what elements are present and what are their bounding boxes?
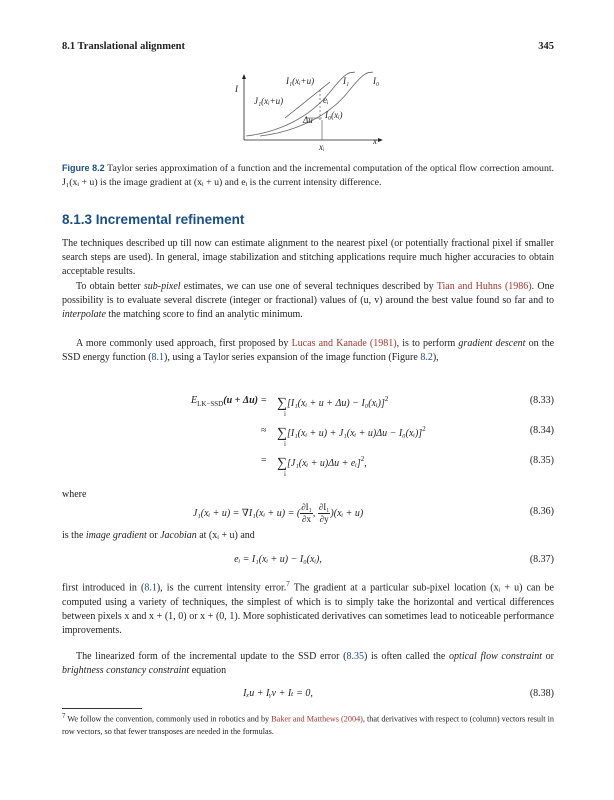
footnote-text-b: , that derivatives with respect to (column) vectors result in row vectors, so that fewer transposes are needed in the formulas.: [62, 714, 554, 736]
p3-emphasis-gradient-descent: gradient descent: [458, 338, 526, 349]
ref-figure-8-2[interactable]: 8.2: [420, 352, 433, 364]
p2-emphasis-subpixel: sub-pixel: [143, 281, 181, 292]
label-x: x: [373, 136, 377, 146]
ref-eq-8-35[interactable]: 8.35: [346, 651, 364, 662]
eq833-lhs: [191, 395, 258, 406]
eq833-E: E: [191, 395, 198, 406]
eq838-number: (8.38): [529, 688, 554, 699]
p4-text-a: first introduced in (: [62, 582, 145, 594]
label-xi: xᵢ: [319, 142, 325, 152]
eq833-sq: 2: [384, 395, 389, 403]
eq835-number: (8.35): [529, 455, 554, 466]
where-word: where: [62, 489, 87, 500]
after-eq836: [62, 529, 554, 543]
p3-text-b: , is to perform: [396, 338, 459, 349]
eq833-sub: LK−SSD: [197, 400, 224, 408]
eq837-number: (8.37): [529, 554, 554, 565]
eq836-d2-bot: ∂y: [319, 514, 329, 524]
eq836-d1-top: ∂I₁: [301, 502, 312, 512]
running-title: 8.1 Translational alignment: [62, 41, 186, 52]
p2-text-d: the matching score to find an analytic minimum.: [105, 309, 303, 321]
eq835-rhs: ∑[J₁(xᵢ + u)Δu + eᵢ]$^2$,: [277, 455, 367, 471]
eq836-lhs: J₁(xᵢ + u) = ∇I₁(xᵢ + u) = (: [192, 507, 301, 519]
label-delta-u: Δu: [303, 115, 313, 125]
label-i1: I₁: [343, 76, 350, 86]
footnote-text-a: We follow the convention, commonly used in robotics and by: [65, 714, 272, 724]
p2-text-a: To obtain better: [76, 281, 144, 292]
figure-label: Figure 8.2: [62, 163, 105, 173]
footnote-7: [62, 711, 554, 738]
p4-text-c: The gradient at a particular sub-pixel location (xᵢ + u) can be computed using a variety of techniques, the simplest of which is to simply take the horizontal and vertical differences between pixels x and x + (1, 0) or x + (0, 1). More sophisticated derivatives can sometimes lead to noticeable performance improvements.: [62, 582, 554, 636]
p3-text-e: ),: [432, 352, 439, 364]
eq836-d1-bot: ∂x: [302, 514, 311, 524]
eq834-number: (8.34): [529, 425, 554, 436]
x-axis-arrow: [378, 138, 383, 142]
eq835-body: [J₁(xᵢ + u)Δu + eᵢ]: [286, 458, 361, 469]
page-header: [62, 41, 554, 55]
citation-baker-matthews[interactable]: Baker and Matthews (2004): [271, 714, 363, 724]
section-number: 8.1.3: [62, 212, 93, 227]
after36-b: or: [146, 530, 161, 541]
label-ei: eᵢ: [323, 95, 329, 105]
p3-text-a: A more commonly used approach, first proposed by: [76, 338, 292, 349]
eq835-index: [62, 470, 554, 488]
paragraph-1: [62, 237, 554, 280]
section-title: Incremental refinement: [95, 212, 245, 227]
eq834-body: [I₁(xᵢ + u) + J₁(xᵢ + u)Δu − I₀(xᵢ)]: [286, 428, 423, 439]
p5-text-b: ) is often called the: [363, 651, 450, 662]
eq834-sum-index: i: [284, 440, 286, 448]
eq834-sq: 2: [422, 425, 426, 433]
eq833-body: [I₁(xᵢ + u + Δu) − I₀(xᵢ)]: [286, 398, 385, 409]
label-I: I: [235, 84, 238, 94]
p4-text-b: ), is the current intensity error.: [156, 582, 287, 594]
eq836-body: J₁(xᵢ + u) = ∇I₁(xᵢ + u) = ( $\frac{\text{∂I₁}}{\partial x}$ , $\frac{\text{∂I₁}}{\partial y}$ )(xᵢ + u): [192, 502, 364, 524]
eq838-body: Iₓu + Iᵧv + Iₜ = 0,: [243, 688, 313, 699]
p2-text-c: . One possibility is to evaluate several discrete (integer or fractional) values of (u, v) around the best value found so far and to: [62, 281, 555, 307]
p5-text-a: The linearized form of the incremental update to the SSD error (: [76, 651, 347, 662]
eq836-d2-top: ∂I₁: [318, 502, 330, 512]
p5-em-optical-flow: optical flow constraint: [449, 651, 542, 662]
after36-a: is the: [62, 530, 86, 541]
eq833-number: (8.33): [529, 395, 554, 406]
label-i0: I₀: [373, 76, 380, 86]
ref-eq-8-1-b[interactable]: 8.1: [144, 582, 157, 594]
footnote-mark: 7: [62, 713, 66, 720]
eq833-rhs: ∑[I₁(xᵢ + u + Δu) − I₀(xᵢ)]$^2$: [277, 395, 389, 411]
label-j1-xi-u: J₁(xᵢ+u): [254, 96, 284, 106]
y-axis-arrow: [242, 74, 246, 79]
p5-text-c: or: [541, 651, 555, 662]
p3-text-d: ), using a Taylor series expansion of the image function (Figure: [164, 352, 421, 364]
citation-lucas-kanade[interactable]: Lucas and Kanade (1981): [291, 338, 397, 349]
paragraph-3: [62, 337, 554, 365]
caption-text: Taylor series approximation of a function and the incremental computation of the optical flow correction amount. J₁(xᵢ + u) is the image gradient at (xᵢ + u) and eᵢ is the current intensity difference.: [62, 163, 555, 188]
p2-emphasis-interpolate: interpolate: [62, 309, 106, 321]
eq836-number: (8.36): [529, 506, 554, 517]
paragraph-5: [62, 650, 554, 678]
paragraph-2: [62, 280, 554, 323]
eq837-body: eᵢ = I₁(xᵢ + u) − I₀(xᵢ),: [234, 554, 322, 565]
after36-c: at (xᵢ + u) and: [196, 530, 255, 541]
label-i1-xi-u: I₁(xᵢ+u): [286, 76, 315, 86]
equation-8-38: [62, 688, 554, 706]
eq834-rel: ≈: [261, 425, 267, 436]
eq834-rhs: ∑[I₁(xᵢ + u) + J₁(xᵢ + u)Δu − I₀(xᵢ)]$^2$: [277, 425, 426, 441]
equation-8-37: [62, 554, 554, 572]
figure-svg: [230, 72, 390, 150]
eq833-arg: (u + Δu): [223, 395, 258, 406]
footnote-ref-7[interactable]: 7: [286, 580, 290, 588]
p2-text-b: estimates, we can use one of several techniques described by: [180, 281, 437, 292]
eq835-sum-index: i: [284, 470, 286, 478]
footnote-rule: [62, 708, 142, 709]
paragraph-1-text: The techniques described up till now can estimate alignment to the nearest pixel (or potentially fractional pixel if smaller search steps are used). In general, image stabilization and stitching applications require much higher accuracies to obtain acceptable results.: [62, 238, 554, 278]
p5-text-d: equation: [189, 665, 227, 677]
eq836-frac-dx: [300, 502, 313, 525]
section-heading: [62, 212, 244, 227]
eq836-rest: )(xᵢ + u): [330, 507, 364, 519]
citation-tian-huhns[interactable]: Tian and Huhns (1986): [436, 281, 532, 292]
equation-8-36: [62, 500, 554, 526]
after36-em-gradient: image gradient: [85, 530, 147, 541]
paragraph-4: [62, 577, 554, 638]
eq835-sq: 2: [360, 455, 365, 463]
eq836-frac-dy: [318, 502, 331, 525]
after36-em-jacobian: Jacobian: [160, 530, 197, 541]
p5-em-brightness: brightness constancy constraint: [62, 665, 190, 677]
eq833-sum-index: i: [284, 410, 286, 418]
figure-caption: [62, 161, 554, 190]
eq835-rel: =: [261, 455, 267, 466]
label-i0-xi: I₀(xᵢ): [325, 110, 343, 120]
figure-taylor-diagram: [230, 72, 390, 150]
eq833-rel: =: [261, 395, 267, 406]
page-number: 345: [538, 41, 554, 52]
p3-text-c: on the SSD energy function (: [62, 338, 555, 364]
ref-eq-8-1[interactable]: 8.1: [151, 352, 165, 364]
